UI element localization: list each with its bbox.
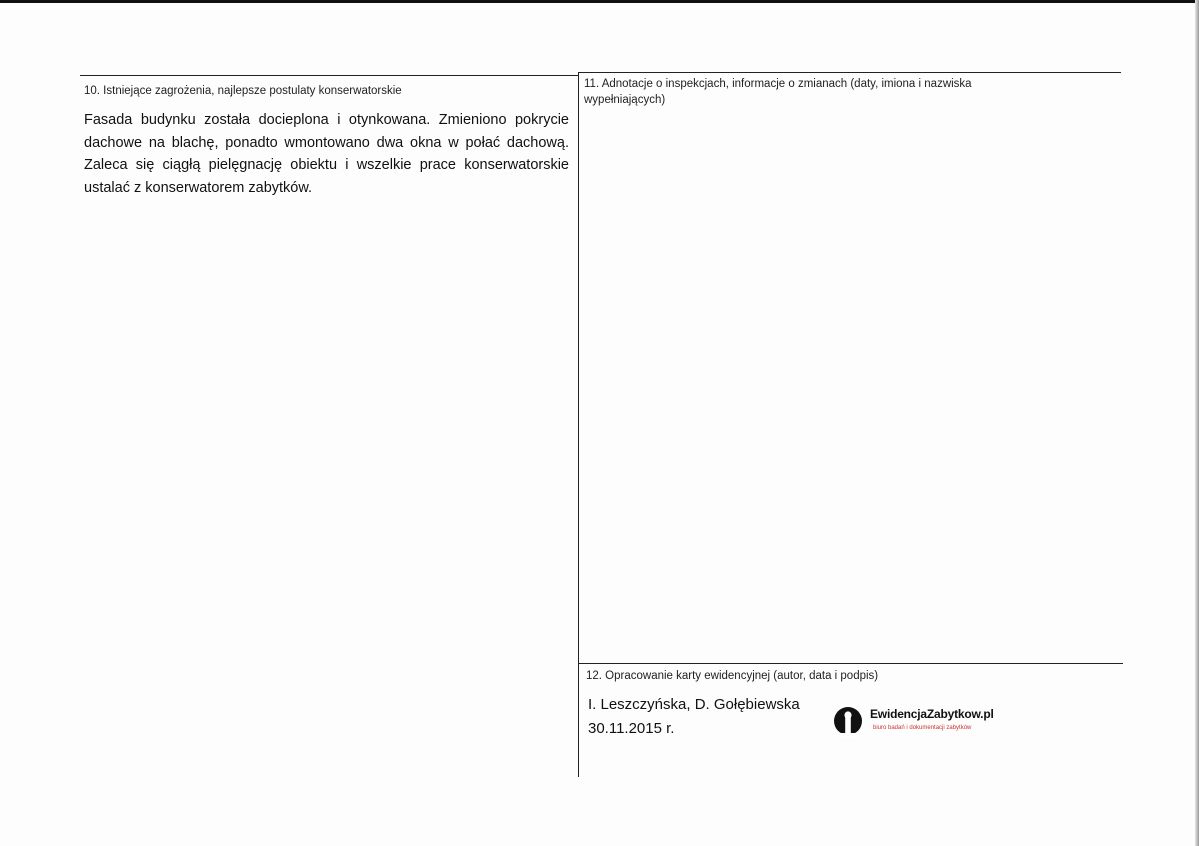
preparation-date: 30.11.2015 r. [588, 720, 675, 737]
scan-top-border [0, 0, 1199, 3]
logo-tagline: biuro badań i dokumentacji zabytków [873, 725, 972, 731]
logo-name: EwidencjaZabytkow.pl [870, 707, 994, 721]
section12-top-rule [578, 663, 1123, 664]
section11-heading: 11. Adnotacje o inspekcjach, informacje o zmianach (daty, imiona i nazwiska wypełniających) [584, 78, 972, 106]
section11-top-rule [578, 72, 1121, 73]
company-logo [832, 703, 1002, 741]
section12-heading: 12. Opracowanie karty ewidencyjnej (autor, data i podpis) [586, 670, 879, 682]
author-names: I. Leszczyńska, D. Gołębiewska [588, 696, 800, 713]
column-divider [578, 72, 579, 777]
section10-text: Fasada budynku została docieplona i otynkowana. Zmieniono pokrycie dachowe na blachę, ponadto wmontowano dwa okna w połać dachową. Zaleca się ciągłą pielęgnację obiektu i wszelkie prace konserwatorskie ustalać z konserwatorem zabytków. [84, 112, 569, 196]
scan-right-border [1195, 0, 1199, 846]
section10-top-rule [80, 75, 578, 76]
key-hole-icon [832, 703, 868, 739]
section10-heading: 10. Istniejące zagrożenia, najlepsze postulaty konserwatorskie [84, 85, 402, 97]
